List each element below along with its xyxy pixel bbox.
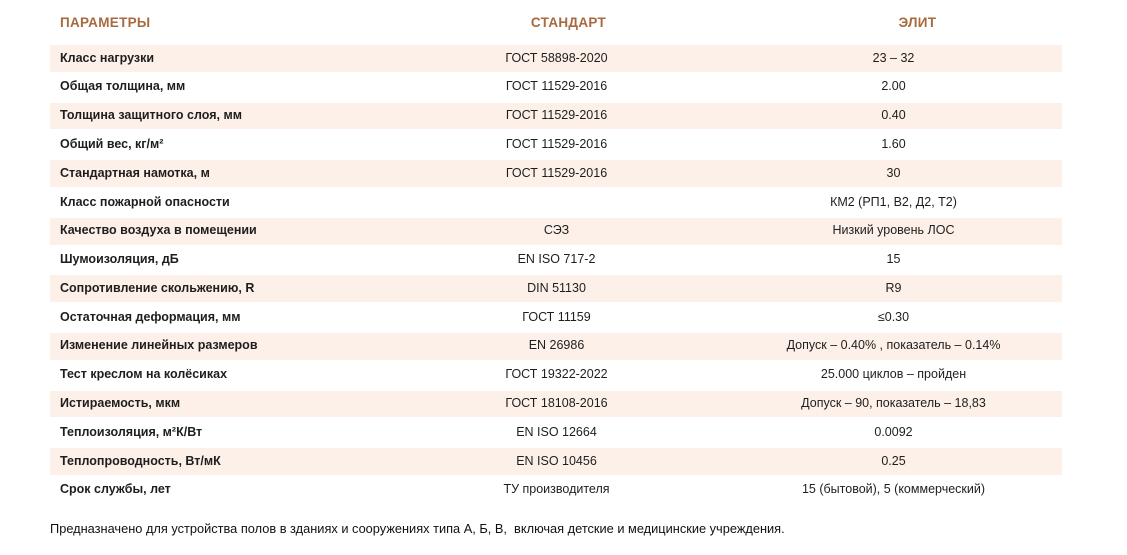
table-row (50, 246, 1086, 275)
table-row (50, 159, 1086, 188)
elite-cell: R9 (725, 275, 1062, 302)
param-cell: Остаточная деформация, мм (60, 309, 241, 324)
column-header-elite: ЭЛИТ (898, 15, 937, 30)
table-row (50, 73, 1086, 102)
param-cell: Сопротивление скольжению, R (50, 275, 388, 302)
table-row (50, 130, 1086, 159)
standard-cell: ГОСТ 11159 (522, 309, 591, 324)
standard-cell: EN 26986 (388, 333, 725, 360)
table-row (50, 217, 1086, 246)
elite-cell: 15 (886, 252, 901, 267)
param-cell: Класс нагрузки (50, 45, 388, 72)
table-row (50, 44, 1086, 73)
standard-cell: EN ISO 717-2 (517, 252, 596, 267)
elite-cell: 25.000 циклов – пройден (820, 367, 967, 382)
param-cell: Общий вес, кг/м² (60, 136, 164, 151)
param-cell: Истираемость, мкм (50, 391, 388, 418)
param-cell: Шумоизоляция, дБ (60, 252, 179, 267)
table-row (50, 418, 1086, 447)
standard-cell: ГОСТ 19322-2022 (505, 367, 608, 382)
param-cell: Тест креслом на колёсиках (60, 367, 228, 382)
standard-cell: СЭЗ (388, 218, 725, 245)
param-cell: Класс пожарной опасности (60, 194, 230, 209)
standard-cell: EN ISO 12664 (516, 424, 597, 439)
param-cell: Теплоизоляция, м²К/Вт (60, 424, 203, 439)
elite-cell: 30 (725, 160, 1062, 187)
column-header-standard: СТАНДАРТ (530, 15, 607, 30)
table-row (50, 390, 1086, 419)
table-row (50, 447, 1086, 476)
table-row (50, 274, 1086, 303)
standard-cell: DIN 51130 (388, 275, 725, 302)
standard-cell: ГОСТ 58898-2020 (388, 45, 725, 72)
elite-cell: 0.0092 (874, 424, 913, 439)
footer-note: Предназначено для устройства полов в зданиях и сооружениях типа А, Б, В, включая детские и медицинские учреждения. (50, 521, 785, 536)
elite-cell: Допуск – 90, показатель – 18,83 (725, 391, 1062, 418)
elite-cell: 15 (бытовой), 5 (коммерческий) (801, 482, 986, 497)
param-cell: Срок службы, лет (60, 482, 171, 497)
param-cell: Качество воздуха в помещении (50, 218, 388, 245)
product-spec-table (50, 12, 1086, 505)
table-body (50, 44, 1086, 505)
table-row (50, 332, 1086, 361)
standard-cell: ГОСТ 11529-2016 (505, 79, 608, 94)
standard-cell: ГОСТ 11529-2016 (388, 160, 725, 187)
elite-cell: 2.00 (881, 79, 906, 94)
standard-cell (388, 189, 725, 216)
standard-cell: EN ISO 10456 (388, 448, 725, 475)
elite-cell: 1.60 (881, 136, 906, 151)
param-cell: Теплопроводность, Вт/мК (50, 448, 388, 475)
elite-cell: Допуск – 0.40% , показатель – 0.14% (725, 333, 1062, 360)
param-cell: Толщина защитного слоя, мм (50, 103, 388, 130)
elite-cell: 0.25 (725, 448, 1062, 475)
param-cell: Общая толщина, мм (60, 79, 186, 94)
table-row (50, 188, 1086, 217)
elite-cell: КМ2 (РП1, В2, Д2, Т2) (830, 194, 957, 209)
elite-cell: ≤0.30 (877, 309, 910, 324)
elite-cell: 0.40 (725, 103, 1062, 130)
table-row (50, 361, 1086, 390)
param-cell: Стандартная намотка, м (50, 160, 388, 187)
elite-cell: 23 – 32 (725, 45, 1062, 72)
param-cell: Изменение линейных размеров (50, 333, 388, 360)
standard-cell: ГОСТ 11529-2016 (505, 136, 608, 151)
standard-cell: ТУ производителя (503, 482, 610, 497)
standard-cell: ГОСТ 18108-2016 (388, 391, 725, 418)
table-row (50, 476, 1086, 505)
table-row (50, 303, 1086, 332)
table-header-row (50, 12, 1086, 44)
standard-cell: ГОСТ 11529-2016 (388, 103, 725, 130)
table-row (50, 102, 1086, 131)
column-header-parameters: ПАРАМЕТРЫ (60, 15, 151, 30)
elite-cell: Низкий уровень ЛОС (725, 218, 1062, 245)
